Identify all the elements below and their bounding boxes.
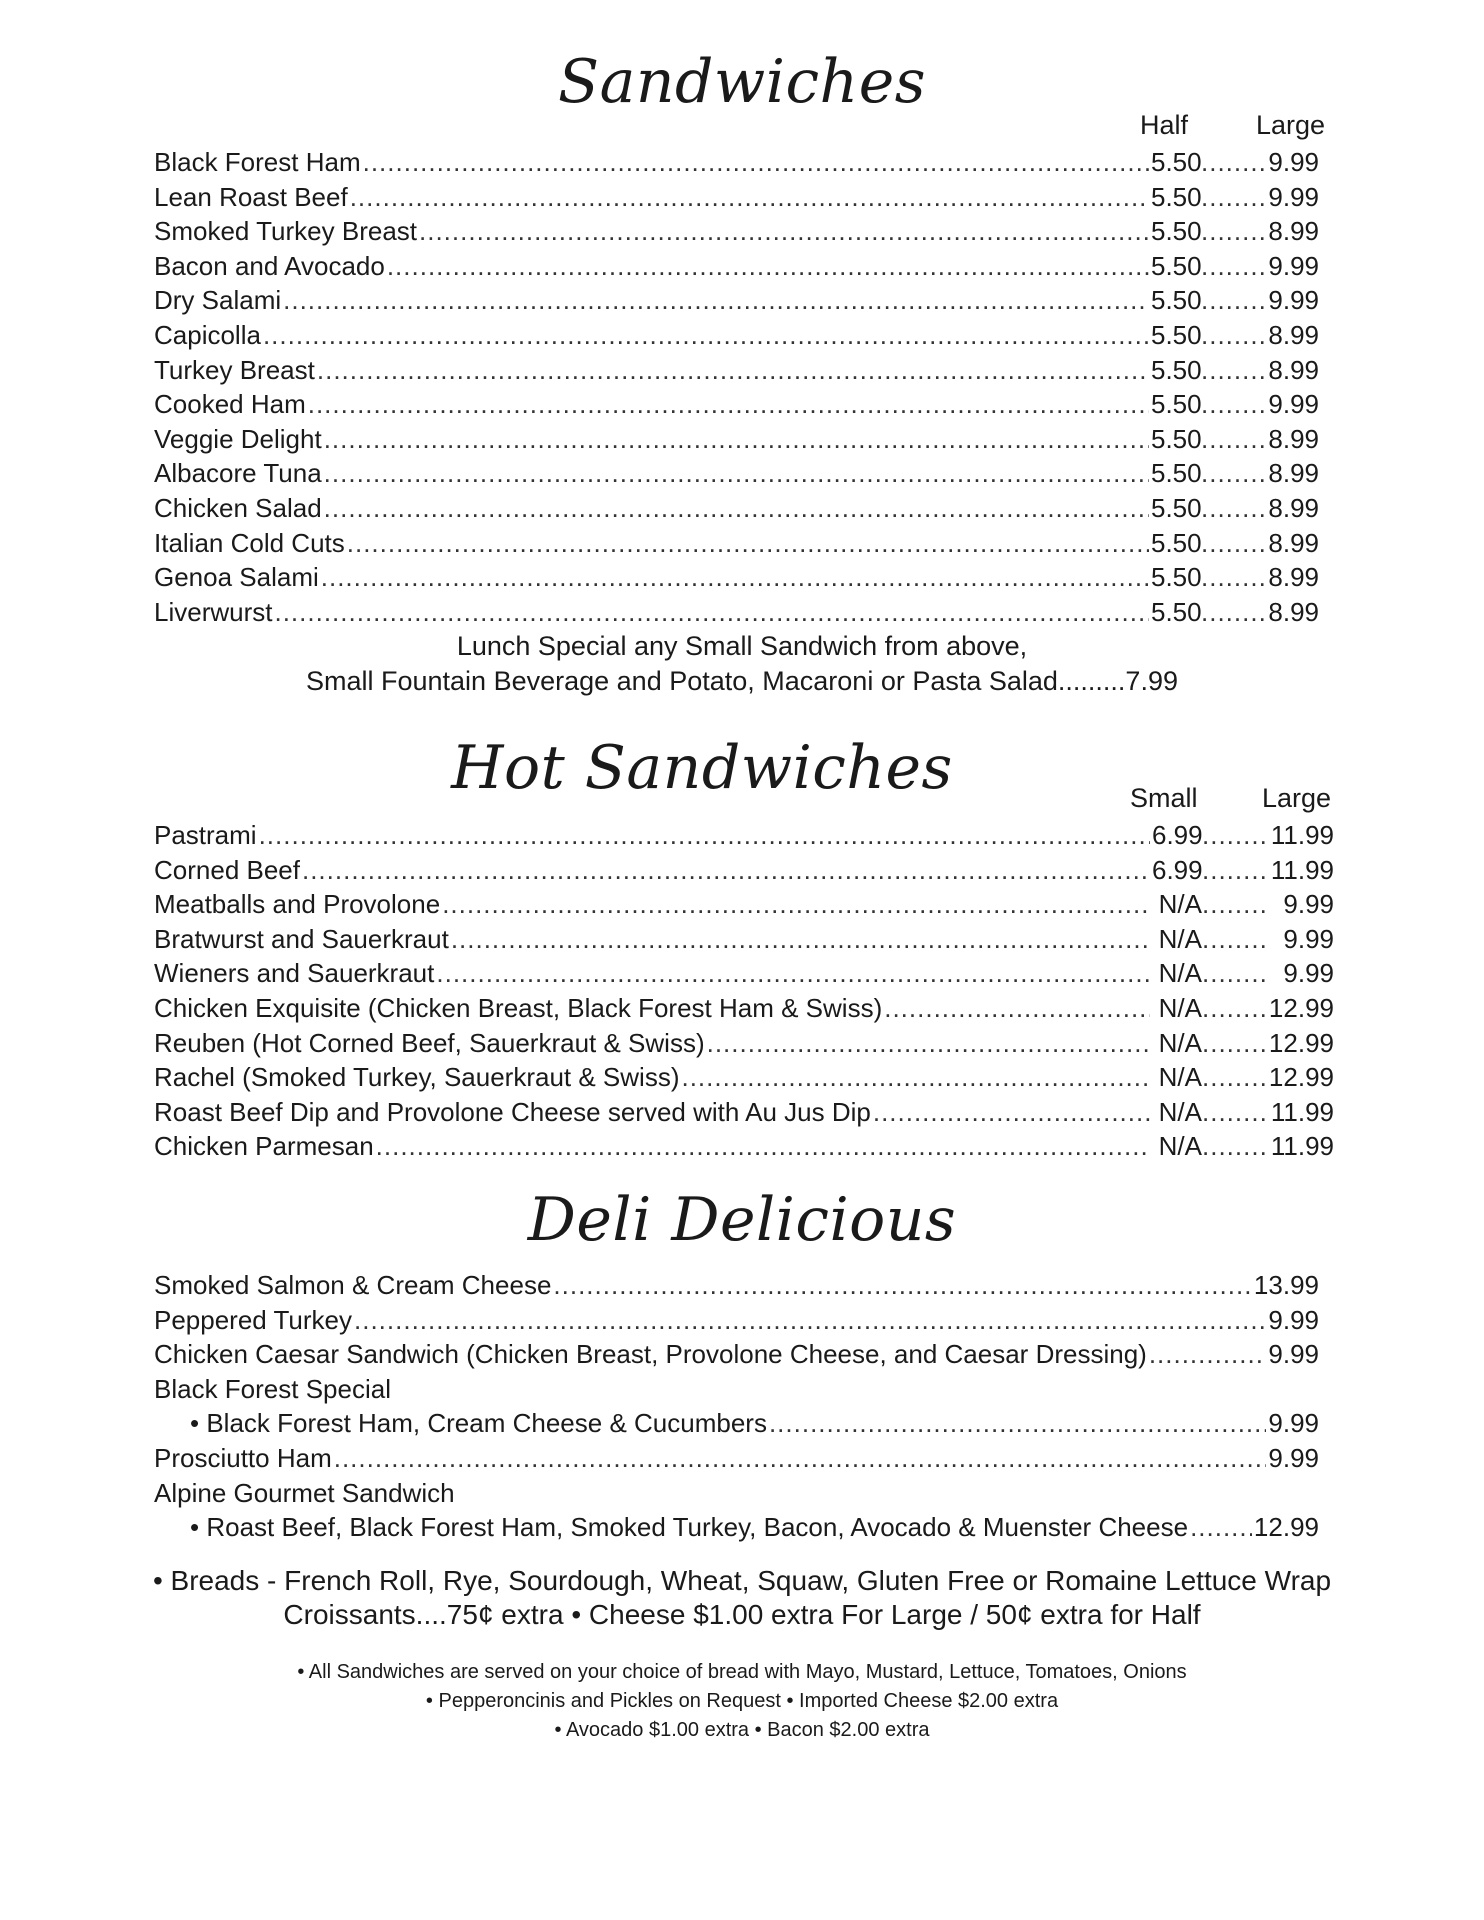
dot-leader [1202, 818, 1268, 852]
price-large: 9.99 [1283, 889, 1334, 920]
dot-leader [707, 1026, 1150, 1060]
price-half: 5.50 [1151, 389, 1202, 420]
price: 9.99 [1268, 1443, 1319, 1473]
menu-item-row [154, 353, 1319, 387]
price: 9.99 [1268, 1304, 1319, 1335]
price-small: N/A [1158, 923, 1202, 954]
dot-leader [1201, 353, 1267, 387]
item-name: Corned Beef [154, 854, 300, 885]
menu-item-row [154, 387, 1319, 421]
menu-item-row [154, 422, 1319, 456]
price-large: 9.99 [1268, 389, 1319, 420]
menu-item-row [154, 1337, 1319, 1371]
item-name: Chicken Caesar Sandwich (Chicken Breast, Provolone Cheese, and Caesar Dressing) [154, 1339, 1147, 1370]
item-name: Wieners and Sauerkraut [154, 958, 435, 989]
price-large: 11.99 [1270, 1096, 1334, 1127]
menu-item-row [154, 145, 1319, 179]
menu-item-row [154, 922, 1334, 956]
dot-leader [1201, 595, 1267, 629]
price-small: N/A [1158, 1096, 1202, 1127]
menu-item-row [154, 1129, 1334, 1163]
menu-item-row [154, 956, 1334, 990]
dot-leader [442, 887, 1150, 921]
dot-leader [324, 422, 1149, 456]
price-large: 11.99 [1270, 820, 1334, 850]
dot-leader [1201, 422, 1267, 456]
menu-item-row [154, 1268, 1319, 1302]
dot-leader [1202, 1129, 1268, 1163]
dot-leader [1201, 318, 1267, 352]
menu-item-row [154, 491, 1319, 525]
price: 13.99 [1253, 1270, 1319, 1300]
price-large: 8.99 [1268, 493, 1319, 523]
price-half: 5.50 [1151, 562, 1202, 593]
menu-item-row [154, 887, 1334, 921]
deli-delicious-title: Deli Delicious [527, 1185, 957, 1255]
menu-item-row [154, 595, 1319, 629]
item-name: Black Forest Ham [154, 147, 361, 177]
menu-item-row [154, 456, 1319, 490]
item-name: Black Forest Special [154, 1373, 391, 1404]
dot-leader [1201, 387, 1267, 421]
price-large: 11.99 [1270, 854, 1334, 885]
price-large: 9.99 [1268, 285, 1319, 316]
dot-leader [1201, 214, 1267, 248]
item-name: Chicken Salad [154, 493, 322, 523]
menu-item-row [154, 318, 1319, 352]
dot-leader [1201, 491, 1267, 525]
price-small: 6.99 [1152, 820, 1203, 850]
half-column-header: Half [1140, 110, 1189, 140]
dot-leader [1202, 1026, 1268, 1060]
dot-leader [1201, 456, 1267, 490]
price-large: 9.99 [1283, 923, 1334, 954]
dot-leader [354, 1303, 1266, 1337]
footnote-line-3: • Avocado $1.00 extra • Bacon $2.00 extra [554, 1719, 930, 1741]
menu-item-row [154, 1303, 1319, 1337]
price-large: 9.99 [1268, 181, 1319, 212]
dot-leader [347, 526, 1149, 560]
menu-item-row [154, 180, 1319, 214]
item-name: Smoked Salmon & Cream Cheese [154, 1270, 552, 1300]
price-half: 5.50 [1151, 147, 1202, 177]
menu-item-row [154, 853, 1334, 887]
price-large: 12.99 [1268, 1027, 1334, 1058]
footnote-line-2: • Pepperoncinis and Pickles on Request • Imported Cheese $2.00 extra [425, 1690, 1059, 1712]
price-small: N/A [1158, 993, 1202, 1023]
dot-leader [1202, 853, 1268, 887]
small-column-header: Small [1130, 783, 1198, 813]
lunch-special-line-1: Lunch Special any Small Sandwich from above, [456, 631, 1028, 661]
item-name: Prosciutto Ham [154, 1443, 332, 1473]
menu-item-row [190, 1510, 1319, 1544]
price-half: 5.50 [1151, 285, 1202, 316]
price-large: 8.99 [1268, 354, 1319, 385]
item-name: Smoked Turkey Breast [154, 216, 417, 247]
price-large: 9.99 [1283, 958, 1334, 989]
price-large: 12.99 [1268, 1062, 1334, 1093]
dot-leader [436, 956, 1150, 990]
dot-leader [308, 387, 1149, 421]
item-name: Turkey Breast [154, 354, 315, 385]
item-name: Bratwurst and Sauerkraut [154, 923, 449, 954]
dot-leader [1201, 180, 1267, 214]
item-name: Roast Beef Dip and Provolone Cheese served with Au Jus Dip [154, 1096, 871, 1127]
price-large: 8.99 [1268, 596, 1319, 627]
dot-leader [419, 214, 1149, 248]
item-name: Capicolla [154, 320, 261, 350]
price-half: 5.50 [1151, 181, 1202, 212]
price-half: 5.50 [1151, 596, 1202, 627]
breads-line-1: • Breads - French Roll, Rye, Sourdough, Wheat, Squaw, Gluten Free or Romaine Lettuce Wrap [152, 1565, 1332, 1596]
dot-leader [769, 1406, 1266, 1440]
menu-item-row [190, 1406, 1319, 1440]
price: 12.99 [1253, 1512, 1319, 1543]
price-large: 9.99 [1268, 250, 1319, 281]
menu-item-row [154, 283, 1319, 317]
item-name: Rachel (Smoked Turkey, Sauerkraut & Swiss) [154, 1062, 680, 1093]
price-small: N/A [1158, 1027, 1202, 1058]
price-half: 5.50 [1151, 527, 1202, 558]
dot-leader [259, 818, 1150, 852]
dot-leader [387, 249, 1149, 283]
price-small: N/A [1158, 889, 1202, 920]
item-name: Dry Salami [154, 285, 282, 316]
price-half: 5.50 [1151, 250, 1202, 281]
price-large: 8.99 [1268, 527, 1319, 558]
menu-item-row [154, 1095, 1334, 1129]
dot-leader [324, 456, 1149, 490]
menu-item-row [154, 1441, 1319, 1475]
price-large: 12.99 [1268, 993, 1334, 1023]
large-column-header: Large [1256, 110, 1326, 140]
price-large: 8.99 [1268, 216, 1319, 247]
dot-leader [324, 491, 1149, 525]
dot-leader [1202, 1095, 1268, 1129]
item-name: Lean Roast Beef [154, 181, 348, 212]
menu-item-row [154, 214, 1319, 248]
menu-item-row [154, 991, 1334, 1025]
item-name: Pastrami [154, 820, 257, 850]
price-large: 8.99 [1268, 423, 1319, 454]
breads-line-2: Croissants....75¢ extra • Cheese $1.00 extra For Large / 50¢ extra for Half [283, 1599, 1201, 1630]
dot-leader [681, 1060, 1150, 1094]
price-large: 11.99 [1270, 1131, 1334, 1162]
sandwiches-title: Sandwiches [557, 47, 927, 117]
item-name: • Black Forest Ham, Cream Cheese & Cucumbers [190, 1408, 767, 1439]
menu-item-row [154, 818, 1334, 852]
item-name: Liverwurst [154, 596, 273, 627]
dot-leader [302, 853, 1150, 887]
price-small: N/A [1158, 1131, 1202, 1162]
dot-leader [334, 1441, 1267, 1475]
dot-leader [1201, 526, 1267, 560]
price-large: 8.99 [1268, 562, 1319, 593]
dot-leader [350, 180, 1149, 214]
price: 9.99 [1268, 1408, 1319, 1439]
footnote-line-1: • All Sandwiches are served on your choice of bread with Mayo, Mustard, Lettuce, Tomatoes, Onions [297, 1661, 1187, 1683]
dot-leader [274, 595, 1149, 629]
dot-leader [553, 1268, 1252, 1302]
menu-item-row [154, 249, 1319, 283]
item-name: Alpine Gourmet Sandwich [154, 1477, 455, 1508]
hot-large-column-header: Large [1262, 783, 1332, 813]
dot-leader [1201, 249, 1267, 283]
menu-item-row [154, 1476, 1319, 1510]
price-half: 5.50 [1151, 458, 1202, 489]
lunch-special-line-2: Small Fountain Beverage and Potato, Macaroni or Pasta Salad.........7.99 [305, 666, 1178, 696]
price-small: 6.99 [1152, 854, 1203, 885]
menu-item-row [154, 1060, 1334, 1094]
menu-item-row [154, 1026, 1334, 1060]
menu-item-row [154, 1372, 1319, 1406]
dot-leader [884, 991, 1150, 1025]
dot-leader [283, 283, 1149, 317]
item-name: Veggie Delight [154, 423, 322, 454]
dot-leader [321, 560, 1149, 594]
item-name: Cooked Ham [154, 389, 306, 420]
dot-leader [1202, 887, 1268, 921]
dot-leader [376, 1129, 1150, 1163]
dot-leader [1201, 145, 1267, 179]
price-large: 8.99 [1268, 458, 1319, 489]
price-half: 5.50 [1151, 423, 1202, 454]
price-half: 5.50 [1151, 216, 1202, 247]
hot-sandwiches-title: Hot Sandwiches [451, 733, 953, 803]
item-name: • Roast Beef, Black Forest Ham, Smoked Turkey, Bacon, Avocado & Muenster Cheese [190, 1512, 1189, 1543]
dot-leader [451, 922, 1150, 956]
dot-leader [1202, 922, 1268, 956]
item-name: Chicken Parmesan [154, 1131, 374, 1162]
price-half: 5.50 [1151, 320, 1202, 350]
price-large: 9.99 [1268, 147, 1319, 177]
item-name: Reuben (Hot Corned Beef, Sauerkraut & Swiss) [154, 1027, 705, 1058]
item-name: Chicken Exquisite (Chicken Breast, Black Forest Ham & Swiss) [154, 993, 883, 1023]
price-half: 5.50 [1151, 354, 1202, 385]
price: 9.99 [1268, 1339, 1319, 1370]
item-name: Albacore Tuna [154, 458, 322, 489]
price-half: 5.50 [1151, 493, 1202, 523]
price-small: N/A [1158, 958, 1202, 989]
dot-leader [1201, 283, 1267, 317]
menu-item-row [154, 526, 1319, 560]
dot-leader [1202, 991, 1268, 1025]
dot-leader [1190, 1510, 1252, 1544]
menu-item-row [154, 560, 1319, 594]
dot-leader [1149, 1337, 1267, 1371]
item-name: Peppered Turkey [154, 1304, 353, 1335]
item-name: Meatballs and Provolone [154, 889, 441, 920]
item-name: Italian Cold Cuts [154, 527, 345, 558]
dot-leader [1202, 1060, 1268, 1094]
dot-leader [1202, 956, 1268, 990]
dot-leader [317, 353, 1149, 387]
dot-leader [263, 318, 1149, 352]
price-large: 8.99 [1268, 320, 1319, 350]
price-small: N/A [1158, 1062, 1202, 1093]
dot-leader [1201, 560, 1267, 594]
dot-leader [873, 1095, 1150, 1129]
dot-leader [363, 145, 1149, 179]
item-name: Genoa Salami [154, 562, 319, 593]
item-name: Bacon and Avocado [154, 250, 385, 281]
